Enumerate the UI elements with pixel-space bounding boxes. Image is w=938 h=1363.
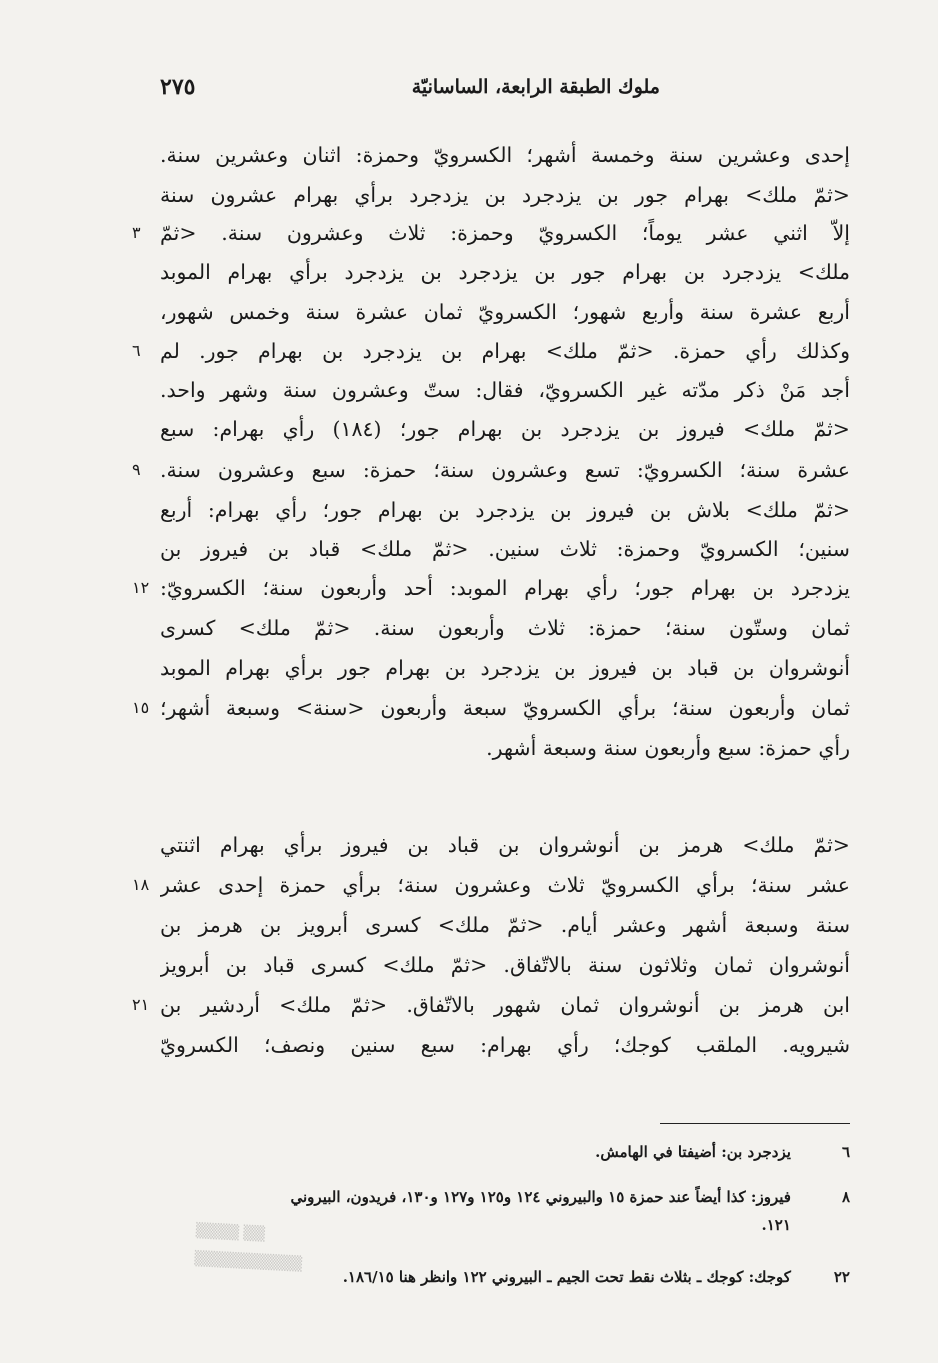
page-number: ٢٧٥ — [160, 74, 196, 100]
footnote-text: فيروز: كذا أيضاً عند حمزة ١٥ والبيروني ١٢٤ و١٢٥ و١٢٧ و١٣٠، فريدون، البيروني — [290, 1188, 791, 1206]
text-line: ملك> يزدجرد بن بهرام جور بن يزدجرد بن يزدجرد برأي بهرام الموبد — [160, 260, 850, 284]
footnote-number: ٢٢ — [833, 1268, 850, 1286]
text-line: وكذلك رأي حمزة. <ثمّ ملك> بهرام بن يزدجرد بن بهرام جور. لم — [160, 339, 850, 363]
footnote-number: ٦ — [841, 1143, 850, 1161]
footnote — [160, 1182, 850, 1212]
text-line: يزدجرد بن بهرام جور؛ رأي بهرام الموبد: أحد وأربعون سنة؛ الكسرويّ: — [160, 576, 850, 600]
text-line: <ثمّ ملك> فيروز بن يزدجرد بن بهرام جور؛ (١٨٤) رأي بهرام: سبع — [160, 417, 850, 441]
text-line: <ثمّ ملك> بهرام جور بن يزدجرد بن يزدجرد برأي بهرام عشرون سنة — [160, 183, 850, 207]
text-line: أجد مَنْ ذكر مدّته غير الكسرويّ، فقال: ستّ وعشرون سنة وشهر واحد. — [160, 378, 850, 402]
text-line: <ثمّ ملك> بلاش بن فيروز بن يزدجرد بن بهرام جور؛ رأي بهرام: أربع — [160, 498, 850, 522]
line-number: ٣ — [132, 223, 141, 242]
line-number: ١٥ — [132, 698, 150, 717]
text-line: أربع عشرة سنة وأربع شهور؛ الكسرويّ ثمان عشرة سنة وخمس شهور، — [160, 300, 850, 324]
text-line: أنوشروان ثمان وثلاثون سنة بالاتّفاق. <ثمّ ملك> كسرى قباد بن أبرويز — [160, 953, 850, 977]
line-number: ٦ — [132, 341, 141, 360]
text-line: <ثمّ ملك> هرمز بن أنوشروان بن قباد بن فيروز برأي بهرام اثنتي — [160, 833, 850, 857]
text-line: ثمان وستّون سنة؛ حمزة: ثلاث وأربعون سنة. <ثمّ ملك> كسرى — [160, 616, 850, 640]
line-number: ٩ — [132, 460, 141, 479]
text-line: عشرة سنة؛ الكسرويّ: تسع وعشرون سنة؛ حمزة: سبع وعشرون سنة. — [160, 458, 850, 482]
running-title: ملوك الطبقة الرابعة، الساسانيّة — [411, 76, 660, 98]
text-line: ابن هرمز بن أنوشروان ثمان شهور بالاتّفاق. <ثمّ ملك> أردشير بن — [160, 993, 850, 1017]
footnote-number: ٨ — [841, 1188, 850, 1206]
text-line: إحدى وعشرين سنة وخمسة أشهر؛ الكسرويّ وحمزة: اثنان وعشرين سنة. — [160, 143, 850, 167]
footnote-text: ١٢١. — [761, 1216, 791, 1234]
line-number: ١٢ — [132, 578, 150, 597]
text-line: سنين؛ الكسرويّ وحمزة: ثلاث سنين. <ثمّ ملك> قباد بن فيروز بن — [160, 537, 850, 561]
faint-stamp-mark: ▒▒▒▒ ▒▒ ▒▒▒▒▒▒▒▒▒▒ — [194, 1222, 303, 1273]
text-line: إلاّ اثني عشر يوماً؛ الكسرويّ وحمزة: ثلاث وعشرون سنة. <ثمّ — [160, 221, 850, 245]
page-header — [160, 72, 860, 108]
footnote-rule — [660, 1123, 850, 1124]
text-line: عشر سنة؛ برأي الكسرويّ ثلاث وعشرون سنة؛ برأي حمزة إحدى عشر — [160, 873, 850, 897]
footnote — [160, 1137, 850, 1167]
footnote-text: يزدجرد بن: أضيفتا في الهامش. — [595, 1143, 791, 1161]
footnote-text: كوجك: كوجك ـ بثلاث نقط تحت الجيم ـ البيروني ١٢٢ وانظر هنا ١٨٦/١٥. — [342, 1268, 791, 1286]
text-line: شيرويه. الملقب كوجك؛ رأي بهرام: سبع سنين ونصف؛ الكسرويّ — [160, 1033, 850, 1057]
text-line: ثمان وأربعون سنة؛ برأي الكسرويّ سبعة وأربعون <سنة> وسبعة أشهر؛ — [160, 696, 850, 720]
text-line: رأي حمزة: سبع وأربعون سنة وسبعة أشهر. — [486, 736, 850, 760]
line-number: ٢١ — [132, 995, 150, 1014]
text-line: سنة وسبعة أشهر وعشر أيام. <ثمّ ملك> كسرى أبرويز بن هرمز بن — [160, 913, 850, 937]
line-number: ١٨ — [132, 875, 150, 894]
text-line: أنوشروان بن قباد بن فيروز بن يزدجرد بن بهرام جور برأي بهرام الموبد — [160, 656, 850, 680]
